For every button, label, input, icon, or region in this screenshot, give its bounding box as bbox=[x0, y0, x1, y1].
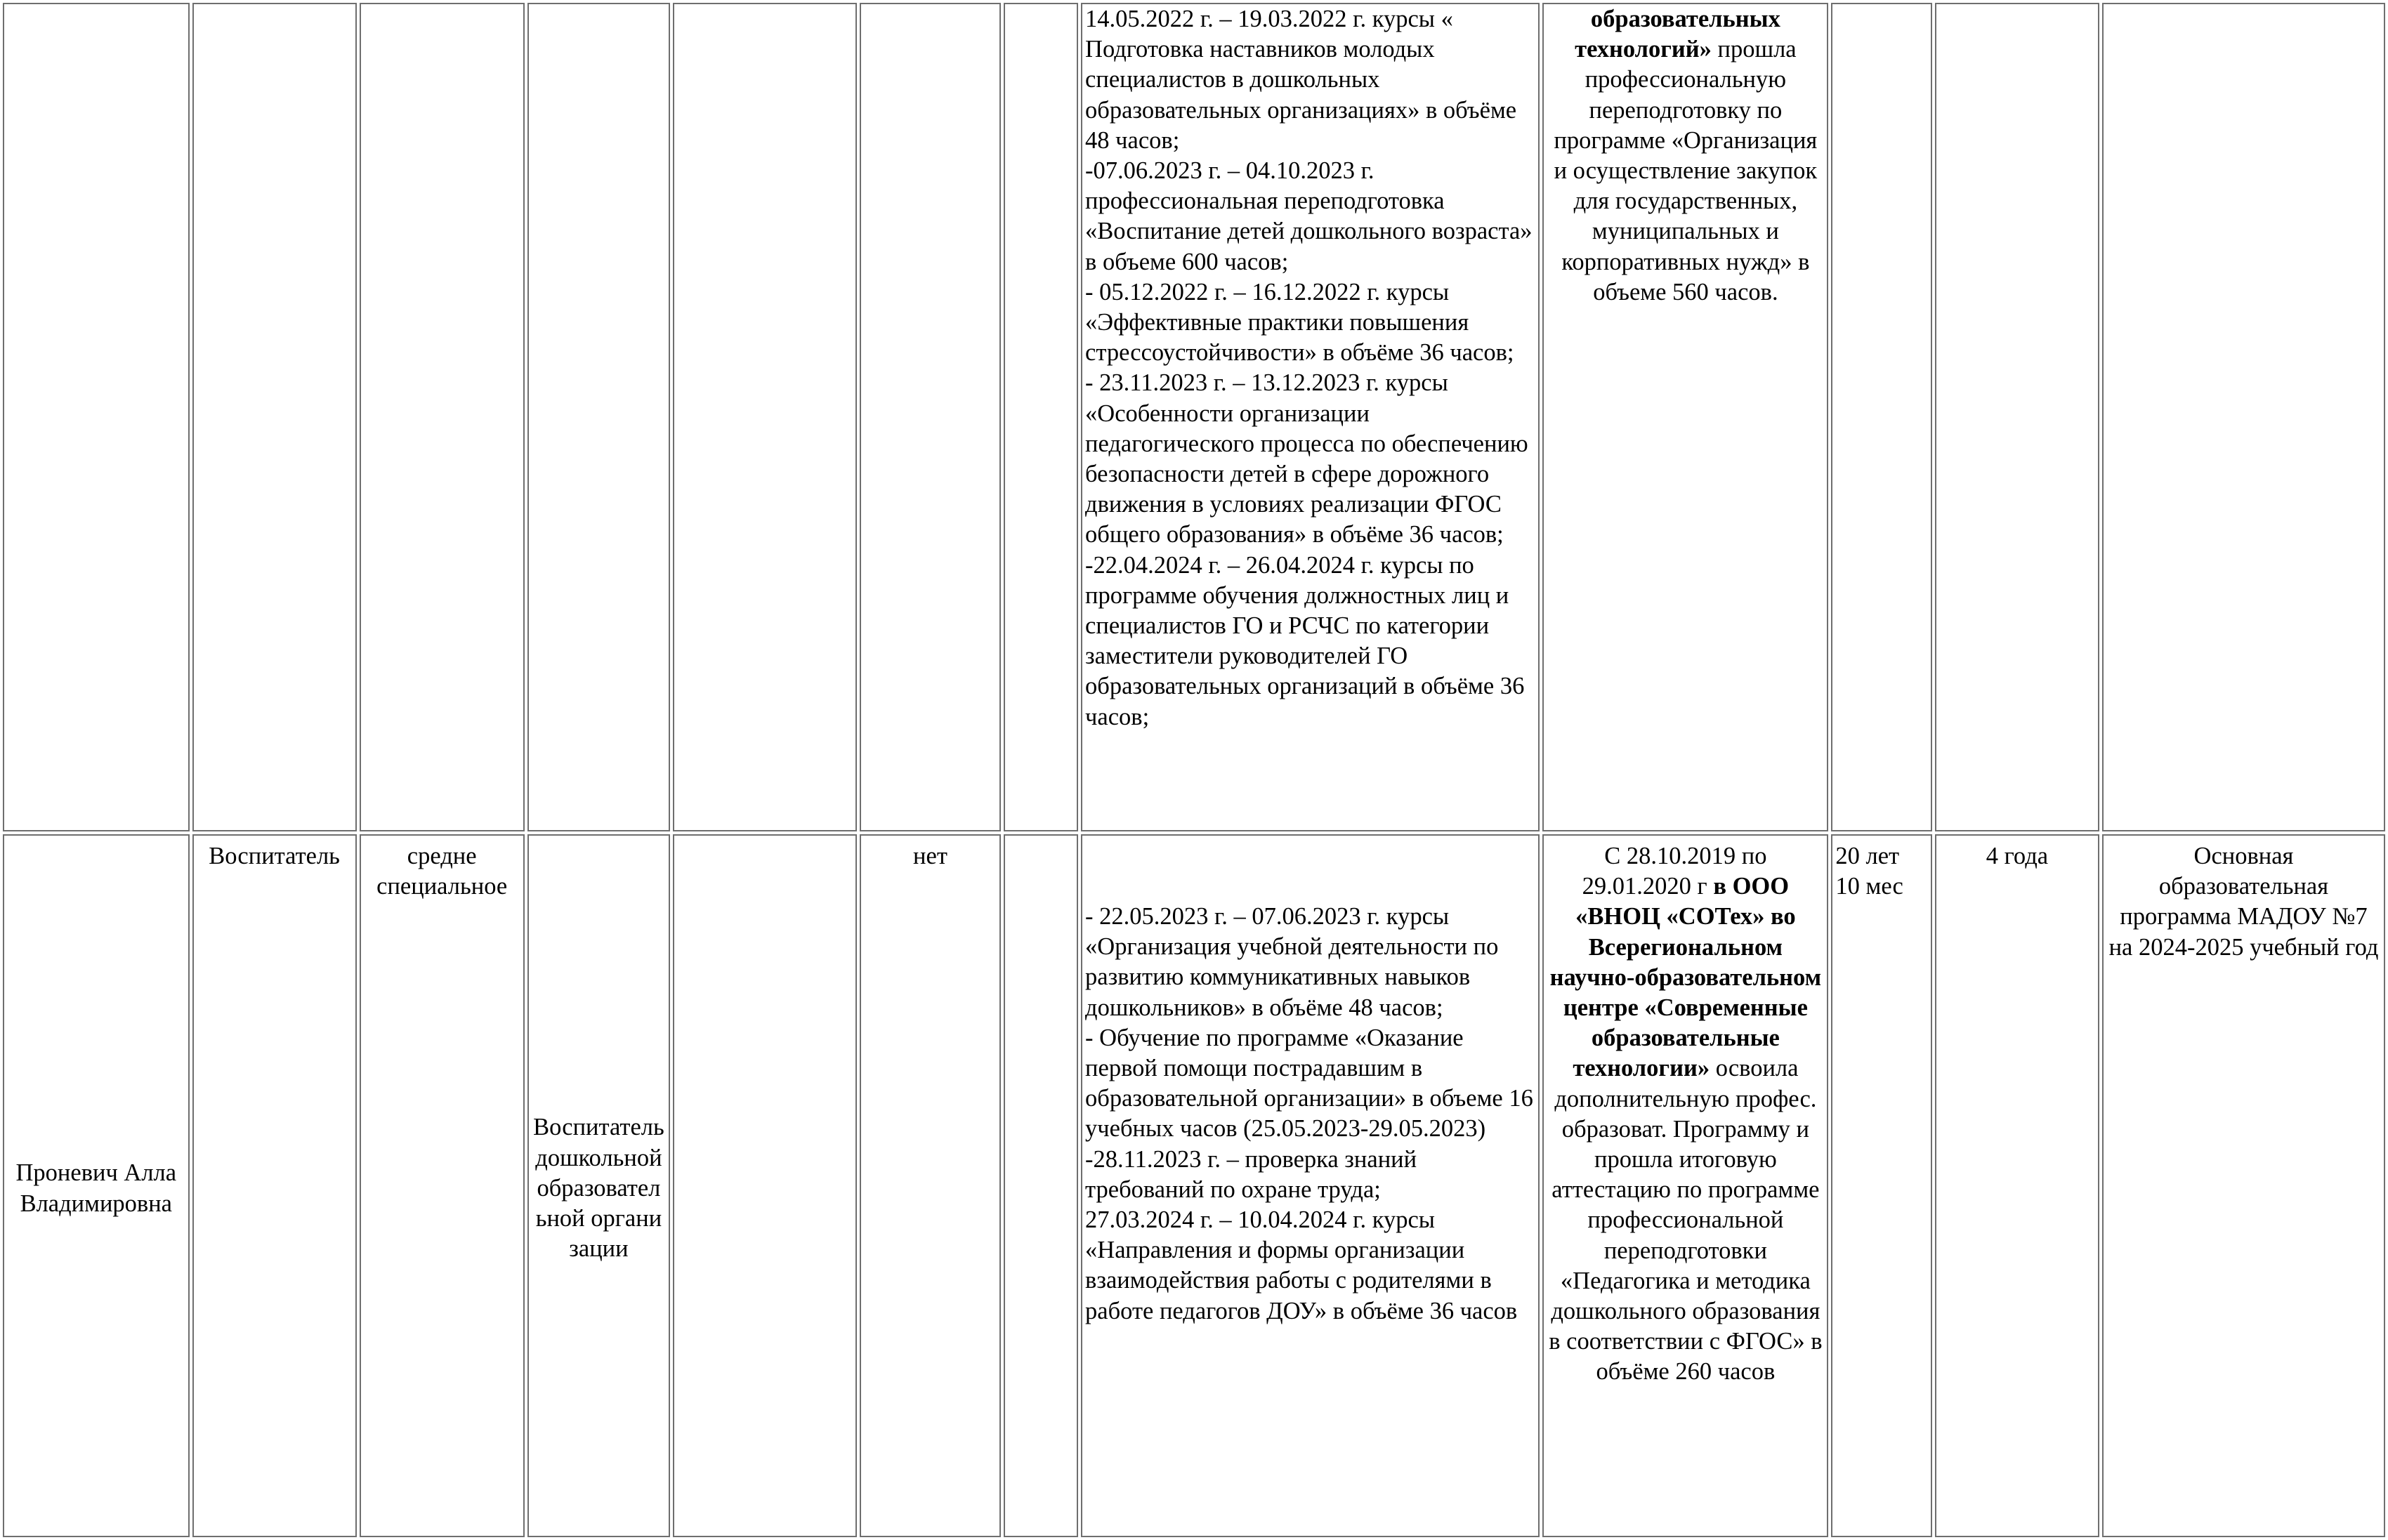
total-experience-cell bbox=[1831, 834, 1931, 1537]
table-row bbox=[3, 834, 2385, 1537]
education-cell bbox=[360, 3, 525, 831]
course-entry: - 05.12.2022 г. – 16.12.2022 г. курсы «Эффективные практики повышения стрессоустойчивости» в объёме 36 часов; bbox=[1085, 278, 1514, 367]
degree-cell bbox=[860, 3, 1001, 831]
degree-cell bbox=[860, 834, 1001, 1537]
course-entry: - Обучение по программе «Оказание первой помощи пострадавшим в образовательной организации» в объеме 16 учебных часов (25.05.2023-29.05.2023) bbox=[1085, 1024, 1533, 1143]
total-experience-text: 20 лет 10 мес bbox=[1835, 843, 1903, 900]
table-row bbox=[3, 3, 2385, 831]
retraining-cell bbox=[1542, 3, 1828, 831]
program-cell bbox=[2102, 3, 2385, 831]
retraining-org: в ООО «ВНОЦ «СОТех» во Всерегиональном научно-образовательном центре «Современные образовательные технологии» bbox=[1549, 873, 1822, 1082]
courses-cell bbox=[1081, 834, 1540, 1537]
ped-experience-cell bbox=[1935, 834, 2099, 1537]
qualification-cell bbox=[527, 834, 671, 1537]
course-entry: -28.11.2023 г. – проверка знаний требований по охране труда; bbox=[1085, 1145, 1417, 1203]
qualification-cell bbox=[527, 3, 671, 831]
education-text: средне специальное bbox=[376, 843, 508, 900]
program-cell bbox=[2102, 834, 2385, 1537]
qualification-text: Воспитатель дошкольной образовательной организации bbox=[533, 1114, 664, 1263]
course-entry: - 23.11.2023 г. – 13.12.2023 г. курсы «Особенности организации педагогического процесса по обеспечению безопасности детей в сфере дорожного движения в условиях реализации ФГОС общего образования» в объёме 36 часов; bbox=[1085, 369, 1528, 548]
retraining-cell bbox=[1542, 834, 1828, 1537]
ped-experience-cell bbox=[1935, 3, 2099, 831]
position-text: Воспитатель bbox=[209, 843, 340, 869]
course-entry: - 22.05.2023 г. – 07.06.2023 г. курсы «Организация учебной деятельности по развитию коммуникативных навыков дошкольников» в объёме 48 часов; bbox=[1085, 903, 1499, 1021]
degree-text: нет bbox=[913, 843, 947, 869]
retraining-org: образовательных технологий» bbox=[1575, 6, 1780, 63]
empty-cell bbox=[1004, 3, 1078, 831]
empty-cell bbox=[1004, 834, 1078, 1537]
name-cell bbox=[3, 834, 190, 1537]
program-text: Основная образовательная программа МАДОУ №7 на 2024-2025 учебный год bbox=[2108, 843, 2379, 961]
courses-cell bbox=[1081, 3, 1540, 831]
course-entry: 27.03.2024 г. – 10.04.2024 г. курсы «Направления и формы организации взаимодействия работы с родителями в работе педагогов ДОУ» в объёме 36 часов bbox=[1085, 1206, 1518, 1324]
total-experience-cell bbox=[1831, 3, 1931, 831]
retraining-dates: С 28.10.2019 по 29.01.2020 г bbox=[1582, 843, 1767, 900]
retraining-text: освоила дополнительную профес. образоват. Программу и прошла итоговую аттестацию по программе профессиональной переподготовки «Педагогика и методика дошкольного образования в соответствии с ФГОС» в объёме 260 часов bbox=[1549, 1055, 1823, 1386]
employee-name: Проневич Алла Владимировна bbox=[15, 1159, 177, 1217]
course-entry: -07.06.2023 г. – 04.10.2023 г. профессиональная переподготовка «Воспитание детей дошкольного возраста» в объеме 600 часов; bbox=[1085, 157, 1533, 275]
course-entry: -22.04.2024 г. – 26.04.2024 г. курсы по программе обучения должностных лиц и специалистов ГО и РСЧС по категории заместители руководителей ГО образовательных организаций в объёме 36 часов; bbox=[1085, 551, 1525, 730]
retraining-text: прошла профессиональную переподготовку по программе «Организация и осуществление закупок для государственных, муниципальных и корпоративных нужд» в объеме 560 часов. bbox=[1554, 36, 1818, 305]
empty-cell bbox=[673, 3, 857, 831]
name-cell bbox=[3, 3, 190, 831]
position-cell bbox=[192, 834, 357, 1537]
ped-experience-text: 4 года bbox=[1986, 843, 2049, 869]
empty-cell bbox=[673, 834, 857, 1537]
course-entry: 14.05.2022 г. – 19.03.2022 г. курсы « Подготовка наставников молодых специалистов в дошкольных образовательных организациях» в объёме 48 часов; bbox=[1085, 6, 1517, 154]
position-cell bbox=[192, 3, 357, 831]
education-cell bbox=[360, 834, 525, 1537]
